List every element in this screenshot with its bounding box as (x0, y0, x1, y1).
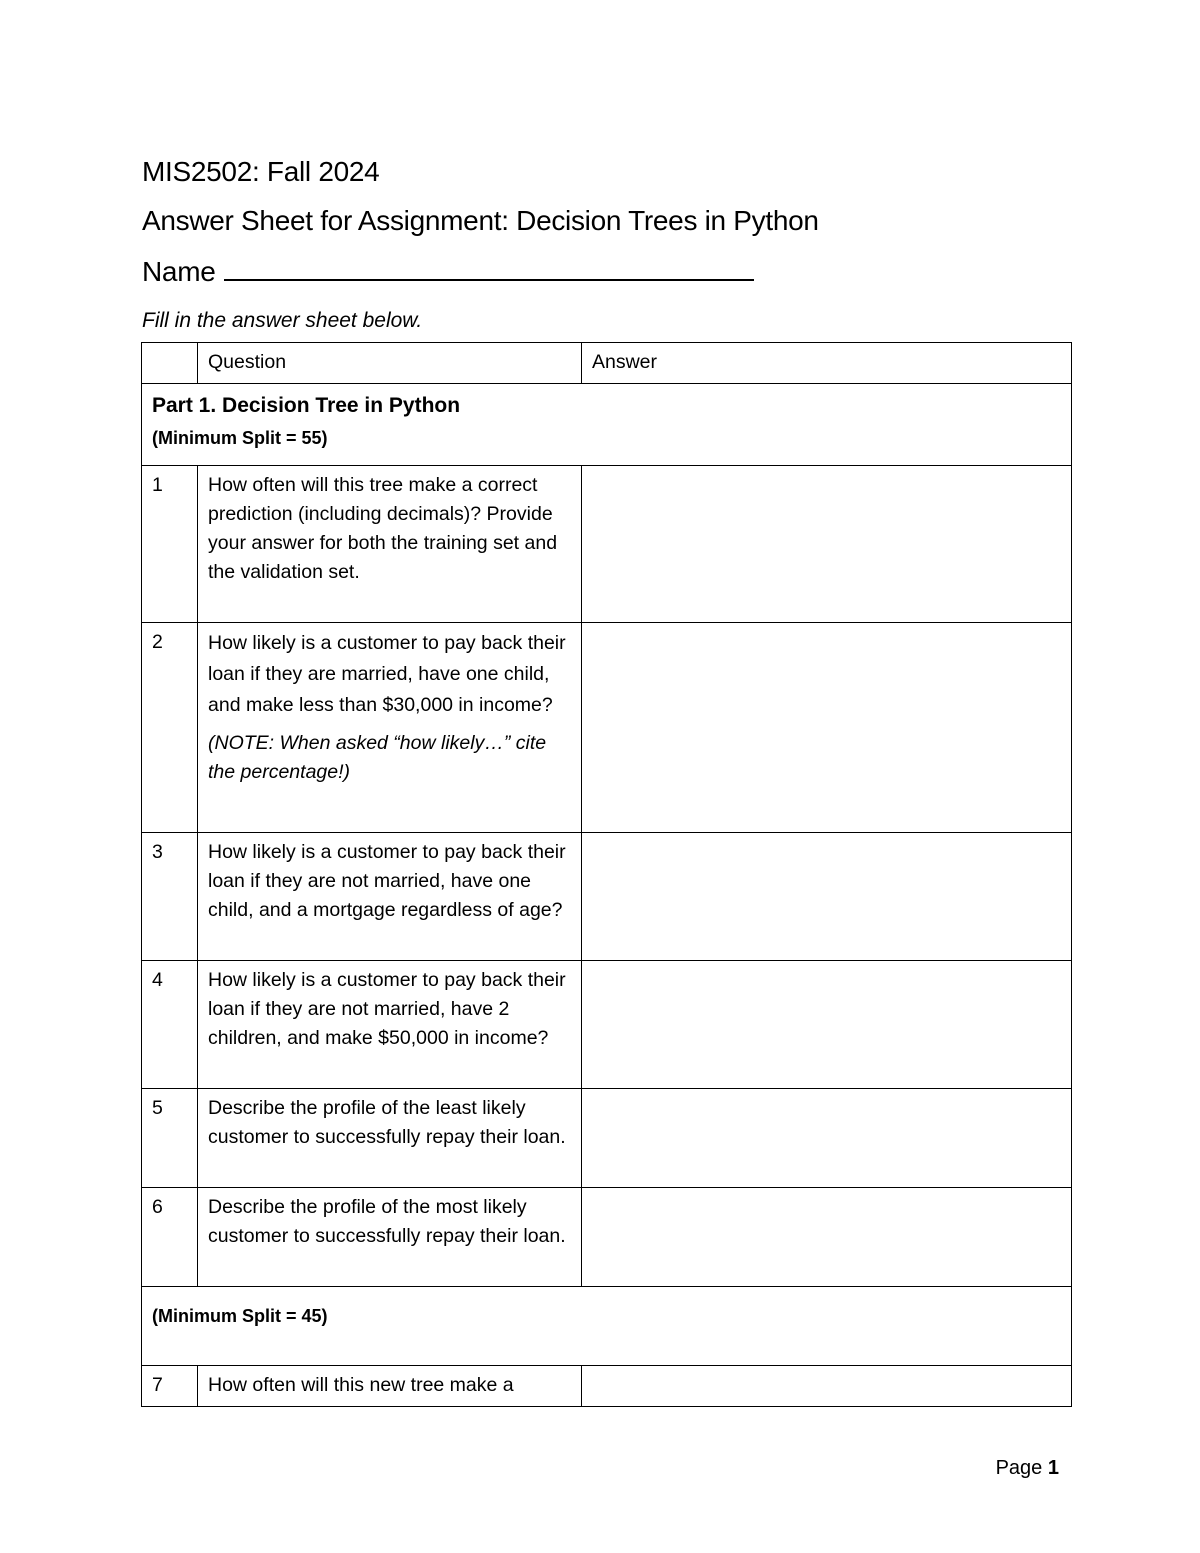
part-1-title: Part 1. Decision Tree in Python (152, 394, 461, 417)
name-label: Name (142, 256, 216, 287)
question-text: How often will this tree make a correct prediction (including decimals)? Provide your answer for both the training set and the validation set. (198, 466, 582, 623)
course-title: MIS2502: Fall 2024 (142, 156, 380, 187)
answer-cell[interactable] (582, 833, 1072, 961)
question-number: 2 (142, 623, 198, 833)
name-field[interactable] (224, 255, 754, 281)
table-row (142, 1089, 1072, 1188)
column-header-number (142, 343, 198, 384)
page-footer (996, 1457, 1059, 1480)
question-text: How likely is a customer to pay back their loan if they are not married, have 2 children, and make $50,000 in income? (198, 961, 582, 1089)
question-text: How likely is a customer to pay back their loan if they are married, have one child, and make less than $30,000 in income? (208, 632, 566, 716)
question-number: 7 (142, 1366, 198, 1407)
table-row (142, 1366, 1072, 1407)
page-number: 1 (1047, 1457, 1059, 1479)
table-row (142, 833, 1072, 961)
part-1-subtitle: (Minimum Split = 55) (152, 428, 328, 448)
column-header-answer: Answer (582, 343, 1072, 384)
table-row (142, 1188, 1072, 1287)
answer-cell[interactable] (582, 623, 1072, 833)
answer-cell[interactable] (582, 1366, 1072, 1407)
answer-cell[interactable] (582, 1188, 1072, 1287)
part-1-header-row (142, 384, 1072, 466)
question-number: 5 (142, 1089, 198, 1188)
part-2-header-row (142, 1287, 1072, 1366)
question-text: How likely is a customer to pay back their loan if they are not married, have one child, and a mortgage regardless of age? (198, 833, 582, 961)
answer-cell[interactable] (582, 961, 1072, 1089)
table-header-row (142, 343, 1072, 384)
table-row (142, 623, 1072, 833)
table-row (142, 961, 1072, 1089)
question-number: 1 (142, 466, 198, 623)
question-text: Describe the profile of the most likely customer to successfully repay their loan. (198, 1188, 582, 1287)
question-number: 3 (142, 833, 198, 961)
part-2-header (142, 1287, 1072, 1366)
answer-cell[interactable] (582, 1089, 1072, 1188)
question-text: Describe the profile of the least likely customer to successfully repay their loan. (198, 1089, 582, 1188)
question-number: 4 (142, 961, 198, 1089)
table-row (142, 466, 1072, 623)
question-cell (198, 623, 582, 833)
part-2-subtitle: (Minimum Split = 45) (152, 1306, 328, 1326)
assignment-title: Answer Sheet for Assignment: Decision Trees in Python (142, 205, 819, 236)
part-1-header (142, 384, 1072, 466)
question-text: How often will this new tree make a (198, 1366, 582, 1407)
name-line (142, 255, 754, 288)
page-label: Page (995, 1457, 1043, 1479)
answer-cell[interactable] (582, 466, 1072, 623)
column-header-question: Question (198, 343, 582, 384)
instruction-text: Fill in the answer sheet below. (142, 309, 423, 332)
question-number: 6 (142, 1188, 198, 1287)
question-note: (NOTE: When asked “how likely…” cite the percentage!) (208, 732, 547, 783)
answer-table (141, 342, 1072, 1407)
